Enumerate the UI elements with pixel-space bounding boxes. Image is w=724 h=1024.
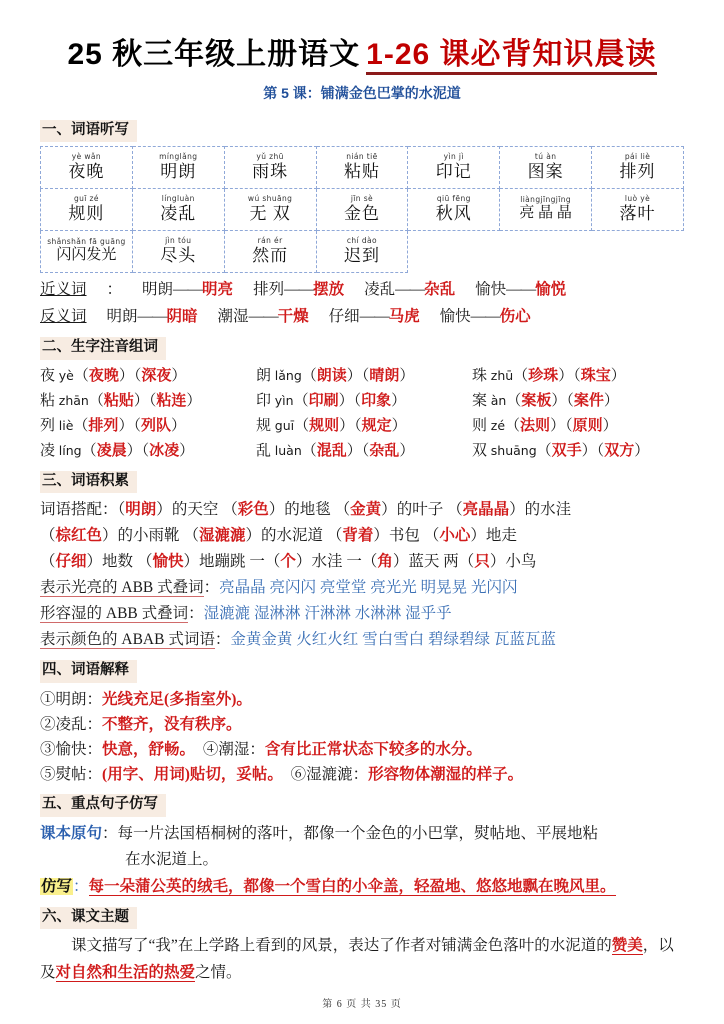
section-two: [40, 330, 684, 463]
pinyin: língluàn: [161, 193, 195, 203]
word-cell: [224, 147, 316, 189]
synonyms-colon: ：: [106, 281, 123, 299]
definition-item: ②凌乱：不整齐，没有秩序。: [40, 715, 242, 733]
pinyin: guī zé: [73, 193, 99, 203]
page-subtitle: 第 5 课：铺满金色巴掌的水泥道: [263, 84, 461, 101]
word-cell: [132, 189, 224, 231]
word: 然而: [252, 245, 289, 265]
table-row: [41, 231, 684, 273]
abb-bright-label: 表示光亮的 ABB 式叠词: [40, 579, 204, 597]
antonym-pair: 潮湿——干燥: [217, 307, 309, 325]
word-cell: [224, 189, 316, 231]
theme-paragraph: 课文描写了“我”在上学路上看到的风景，表达了作者对铺满金色落叶的水泥道的赞美，以及对自然和生活的热爱之情。: [40, 937, 674, 982]
imitation-text: 每一朵蒲公英的绒毛，都像一个雪白的小伞盖，轻盈地、悠悠地飘在晚风里。: [88, 877, 616, 895]
pinyin: pái liè: [624, 151, 651, 161]
pinyin: nián tiē: [346, 151, 378, 161]
pinyin: shǎnshǎn fā guāng: [47, 236, 126, 246]
character-entry: 凌 líng（凌晨）（冰凌）: [40, 442, 195, 459]
abb-group-bright: 表示光亮的 ABB 式叠词：亮晶晶 亮闪闪 亮堂堂 亮光光 明晃晃 光闪闪: [40, 579, 518, 597]
abb-bright-words: 亮晶晶 亮闪闪 亮堂堂 亮光光 明晃晃 光闪闪: [219, 579, 518, 597]
antonyms-row: [40, 304, 684, 331]
section-four-heading: 四、词语解释: [40, 660, 137, 683]
word: 排列: [619, 161, 656, 181]
antonym-pair: 仔细——马虎: [328, 307, 420, 325]
section-three-heading: 三、词语积累: [40, 471, 137, 494]
pinyin: mínglǎng: [159, 151, 198, 161]
word: 迟到: [343, 245, 380, 265]
collocation-line-1: 词语搭配：（明朗）的天空 （彩色）的地毯 （金黄）的叶子 （亮晶晶）的水洼: [40, 501, 572, 519]
textbook-original-text: 每一片法国梧桐树的落叶，都像一个金色的小巴掌，熨帖地、平展地粘: [117, 824, 599, 842]
pinyin: jìn tóu: [165, 235, 192, 245]
word: 秋风: [435, 203, 472, 223]
word-cell: [41, 147, 133, 189]
title-red-part: 1-26 课必背知识晨读: [366, 38, 656, 75]
word: 闪闪发光: [56, 247, 117, 264]
word-cell-empty: [408, 231, 500, 273]
pinyin: tú àn: [534, 151, 557, 161]
word-cell: [41, 231, 133, 273]
word: 亮 晶 晶: [519, 205, 572, 222]
dictation-word-table: [40, 146, 684, 273]
table-row: [41, 147, 684, 189]
word: 无 双: [249, 203, 291, 223]
word-cell: [132, 231, 224, 273]
imitation-label: 仿写: [41, 877, 73, 895]
definition-item-pair: ③愉快：快意，舒畅。 ④潮湿：含有比正常状态下较多的水分。: [40, 741, 482, 759]
definition-item-pair: ⑤熨帖：(用字、用词)贴切，妥帖。 ⑥湿漉漉：形容物体潮湿的样子。: [40, 766, 524, 784]
character-entry: 印 yìn（印刷）（印象）: [256, 392, 407, 409]
section-two-heading: 二、生字注音组词: [40, 337, 166, 360]
word: 印记: [435, 161, 472, 181]
word-cell: [132, 147, 224, 189]
word: 凌乱: [160, 203, 197, 223]
pinyin: yè wǎn: [71, 151, 102, 161]
synonyms-row: [40, 277, 684, 304]
pinyin: liàngjīngjīng: [520, 194, 572, 204]
textbook-original-label: 课本原句: [40, 824, 103, 842]
character-entry: 则 zé（法则）（原则）: [472, 417, 618, 434]
word: 夜晚: [68, 161, 105, 181]
character-entry: 列 liè（排列）（列队）: [40, 417, 186, 434]
antonym-pair: 明朗——阴暗: [106, 307, 198, 325]
word: 雨珠: [252, 161, 289, 181]
collocation-label: 词语搭配：: [40, 501, 118, 519]
word-cell: [500, 189, 592, 231]
word-cell-empty: [500, 231, 592, 273]
abab-color-words: 金黄金黄 火红火红 雪白雪白 碧绿碧绿 瓦蓝瓦蓝: [230, 631, 556, 649]
pinyin: yìn jì: [443, 151, 464, 161]
antonym-pair: 愉快——伤心: [439, 307, 531, 325]
character-entry: 朗 lǎng（朗读）（晴朗）: [256, 367, 415, 384]
word-cell: [592, 189, 684, 231]
pinyin: yǔ zhū: [256, 151, 284, 161]
word-cell: [408, 147, 500, 189]
antonyms-label: 反义词: [40, 307, 87, 325]
section-five: [40, 787, 684, 900]
synonym-pair: 凌乱——杂乱: [364, 281, 456, 299]
word-cell: [408, 189, 500, 231]
word: 金色: [343, 203, 380, 223]
character-entry: 规 guī（规则）（规定）: [256, 417, 407, 434]
word: 明朗: [160, 161, 197, 181]
word-cell: [316, 189, 408, 231]
abab-group-color: 表示颜色的 ABAB 式词语：金黄金黄 火红火红 雪白雪白 碧绿碧绿 瓦蓝瓦蓝: [40, 631, 556, 649]
definition-item: ①明朗：光线充足(多指室外)。: [40, 690, 252, 708]
word: 落叶: [619, 203, 656, 223]
textbook-original-line: 课本原句：每一片法国梧桐树的落叶，都像一个金色的小巴掌，熨帖地、平展地粘: [40, 824, 599, 842]
word: 粘贴: [343, 161, 380, 181]
abab-color-label: 表示颜色的 ABAB 式词语: [40, 631, 215, 649]
imitation-line: 仿写：每一朵蒲公英的绒毛，都像一个雪白的小伞盖，轻盈地、悠悠地飘在晚风里。: [41, 877, 616, 895]
character-entry: 夜 yè（夜晚）（深夜）: [40, 367, 187, 384]
table-row: [41, 189, 684, 231]
word-cell: [224, 231, 316, 273]
character-entry: 案 àn（案板）（案件）: [472, 392, 619, 409]
page-title: [40, 36, 684, 74]
synonym-pair: 明朗——明亮: [142, 281, 234, 299]
title-black-part: 25 秋三年级上册语文: [67, 38, 361, 71]
pinyin: rán ér: [257, 235, 283, 245]
word-cell: [316, 231, 408, 273]
word-cell: [500, 147, 592, 189]
word-cell: [316, 147, 408, 189]
word-cell: [592, 147, 684, 189]
textbook-original-line-cont: 在水泥道上。: [125, 851, 219, 869]
character-entry: 乱 luàn（混乱）（杂乱）: [256, 442, 415, 459]
character-entry: 珠 zhū（珍珠）（珠宝）: [472, 367, 626, 384]
word-cell: [41, 189, 133, 231]
section-five-heading: 五、重点句子仿写: [40, 794, 166, 817]
section-three: [40, 464, 684, 654]
word: 图案: [527, 161, 564, 181]
pinyin: jīn sè: [350, 193, 374, 203]
word: 规则: [68, 203, 105, 223]
pinyin: qiū fēng: [436, 193, 471, 203]
page-footer: 第 6 页 共 35 页: [322, 998, 402, 1010]
pinyin: chí dào: [346, 235, 377, 245]
abb-group-wet: 形容湿的 ABB 式叠词：湿漉漉 湿淋淋 汗淋淋 水淋淋 湿乎乎: [40, 605, 452, 623]
word: 尽头: [160, 245, 197, 265]
synonyms-label: 近义词: [40, 281, 87, 299]
synonym-pair: 愉快——愉悦: [475, 281, 567, 299]
pinyin: wú shuāng: [247, 193, 293, 203]
abb-wet-words: 湿漉漉 湿淋淋 汗淋淋 水淋淋 湿乎乎: [203, 605, 452, 623]
pinyin: luò yè: [624, 193, 651, 203]
new-characters-grid: [40, 364, 684, 464]
collocation-line-2: （棕红色）的小雨靴 （湿漉漉）的水泥道 （背着）书包 （小心）地走: [40, 527, 517, 545]
abb-wet-label: 形容湿的 ABB 式叠词: [40, 605, 189, 623]
section-six-heading: 六、课文主题: [40, 907, 137, 930]
synonym-pair: 排列——摆放: [253, 281, 345, 299]
collocation-line-3: （仔细）地数 （愉快）地蹦跳 一（个）水洼 一（角）蓝天 两（只）小鸟: [40, 553, 537, 571]
character-entry: 双 shuāng（双手）（双方）: [472, 442, 650, 459]
section-four: [40, 653, 684, 787]
word-cell-empty: [592, 231, 684, 273]
section-six: [40, 900, 684, 987]
section-one-heading: 一、词语听写: [40, 120, 137, 143]
character-entry: 粘 zhān（粘贴）（粘连）: [40, 392, 202, 409]
section-one: [40, 113, 684, 331]
